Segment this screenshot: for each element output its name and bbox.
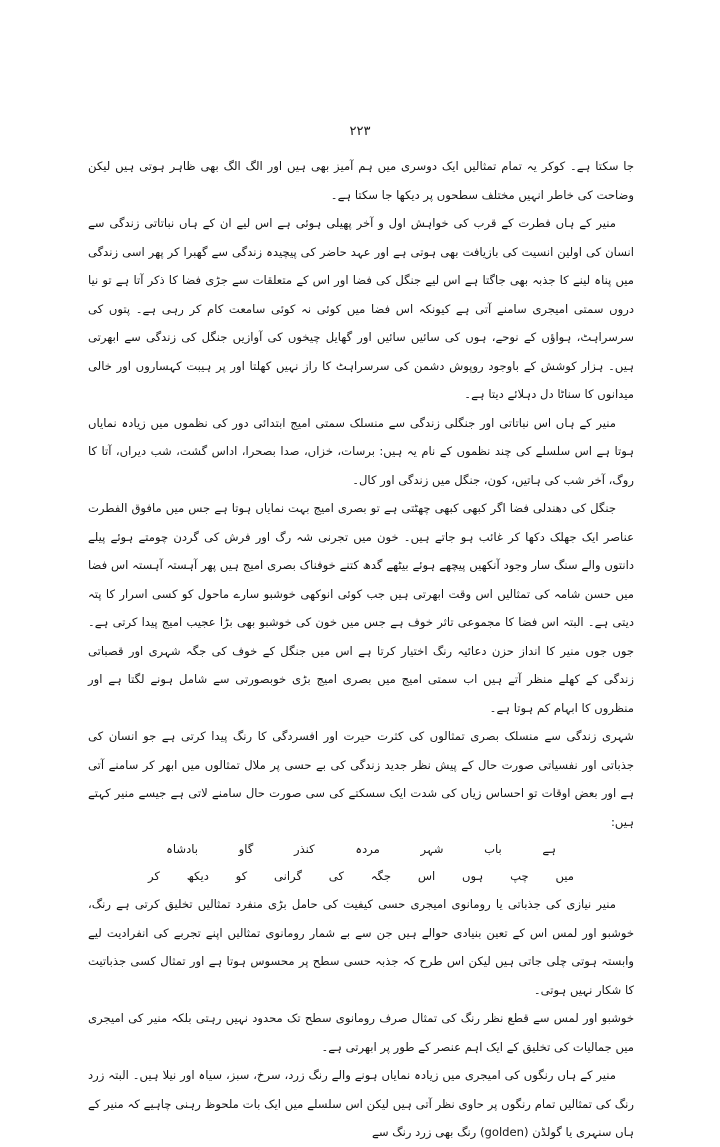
- verse-line-2: [148, 863, 574, 890]
- page-number: ۲۲۳: [349, 124, 371, 139]
- verse-word: مردہ: [355, 842, 380, 856]
- paragraph-7: خوشبو اور لمس سے قطع نظر رنگ کی تمثال صرف رومانوی سطح تک محدود نہیں رہتی بلکہ منیر کی امیجری میں جمالیات کی تخلیق کے ایک اہم عنصر کے طور پر ابھرتی ہے۔: [88, 1011, 634, 1054]
- paragraph-5: شہری زندگی سے منسلک بصری تمثالوں کی کثرت حیرت اور افسردگی کا رنگ پیدا کرتی ہے جو انسان کی جذباتی اور نفسیاتی صورت حال کے پیش نظر جدید زندگی کی بے حسی پر ملال تمثالوں میں ابھر کر سامنے آتی ہے اور بعض اوقات تو احساس زیاں کی شدت ایک سسکتے کی سی صورت حال سامنے لاتی ہے جیسے منیر کہتے ہیں:: [88, 729, 634, 829]
- verse-word: کو: [235, 869, 248, 883]
- verse-word: ہوں: [462, 869, 484, 883]
- verse-word: کر: [148, 869, 160, 883]
- verse-word: گاو: [238, 842, 254, 856]
- paragraph-4: جنگل کی دھندلی فضا اگر کبھی کبھی چھٹتی ہے تو بصری امیج بہت نمایاں ہوتا ہے جس میں مافوق الفطرت عناصر ایک جھلک دکھا کر غائب ہو جاتے ہیں۔ خون میں تجرنی شہ رگ اور فرش کی گردن چومتے ہوئے پیلے دانتوں والے سنگ سار وجود آنکھیں پیچھے ہوئے بیٹھے گدھ کتنے خوفناک بصری امیج ہیں پھر آہستہ آہستہ اس فضا میں حسن شامہ کی تمثالیں اس وقت ابھرتی ہیں جب کوئی انوکھی خوشبو سارے ماحول کو کسی اسرار کا پتہ دیتی ہے۔ البتہ اس فضا کا مجموعی تاثر خوف ہے جس میں خون کی خوشبو بھی بڑا عجیب امیج پیدا کرتی ہے۔ جوں جوں منیر کا انداز حزن دعائیہ رنگ اختیار کرتا ہے اس میں جنگل کے خوف کی جگہ شہری اور قصباتی زندگی کے کھلے منظر آتے ہیں اب سمتی امیج میں بصری امیج بڑی خوبصورتی سے شامل ہونے لگتا ہے اور منظروں کا ابہام کم ہوتا ہے۔: [88, 501, 634, 715]
- paragraph-1: جا سکتا ہے۔ کوکر یہ تمام تمثالیں ایک دوسری میں ہم آمیز بھی ہیں اور الگ الگ بھی ظاہر ہوتی ہیں لیکن وضاحت کی خاطر انہیں مختلف سطحوں پر دیکھا جا سکتا ہے۔: [88, 159, 634, 202]
- paragraph-8: منیر کے ہاں رنگوں کی امیجری میں زیادہ نمایاں ہونے والے رنگ زرد، سرخ، سبز، سیاہ اور نیلا ہیں۔ البتہ زرد رنگ کی تمثالیں تمام رنگوں پر حاوی نظر آتی ہیں لیکن اس سلسلے میں ایک بات ملحوظ رہنی چاہیے کہ منیر کے ہاں سنہری یا گولڈن (golden) رنگ بھی زرد رنگ سے: [88, 1068, 634, 1139]
- verse-word: بادشاہ: [166, 842, 199, 856]
- verse-word: چپ: [510, 869, 529, 883]
- paragraph-2: منیر کے ہاں فطرت کے قرب کی خواہش اول و آخر پھیلی ہوئی ہے اس لیے ان کے ہاں نباتاتی زندگی سے انسان کی اولین انسیت کی بازیافت بھی ہوتی ہے اور عہد حاضر کی پیچیدہ زندگی سے گھبرا کر پھر اسی زندگی میں پناہ لینے کا جذبہ بھی جاگتا ہے اس لیے جنگل کی فضا اور اس کے متعلقات سے جڑی فضا کا ذکر آتا ہے تو نیا دروں سمتی امیجری سامنے آتی ہے کیونکہ اس فضا میں کوئی نہ کوئی سامعت کام کر رہی ہے۔ پتوں کی سرسراہٹ، ہواؤں کے نوحے، ہوں کی سائیں سائیں اور گھایل چیخوں کی آوازیں جنگل کی زندگی سے ابھرتی ہیں۔ ہزار کوشش کے باوجود روپوش دشمن کی سرسراہٹ کا راز نہیں کھلتا اور پر ہیبت کہساروں اور خالی میدانوں کا سناٹا دل دہلائے دیتا ہے۔: [88, 216, 634, 401]
- paragraph-6: منیر نیازی کی جذباتی یا رومانوی امیجری حسی کیفیت کی حامل بڑی منفرد تمثالیں تخلیق کرتی ہے رنگ، خوشبو اور لمس اس کے تعین بنیادی حوالے ہیں جن سے بے شمار رومانوی تمثالیں اپنے تجربے کی انفرادیت لیے وابستہ ہوتی چلی جاتی ہیں لیکن اس طرح کہ جذبہ حسی سطح پر محسوس ہوتا ہے اور تمثال کسی جذباتیت کا شکار نہیں ہوتی۔: [88, 897, 634, 997]
- page-body: [88, 152, 634, 1147]
- verse-word: میں: [555, 869, 574, 883]
- verse-line-1: [166, 836, 556, 863]
- verse-word: گرانی: [273, 869, 302, 883]
- paragraph-3: منیر کے ہاں اس نباتاتی اور جنگلی زندگی سے منسلک سمتی امیج ابتدائی دور کی نظموں میں زیادہ نمایاں ہوتا ہے اس سلسلے کی چند نظموں کے نام یہ ہیں: برسات، خزاں، صدا بصحرا، اداس گشت، شب دیراں، آتا کا روگ، آخر شب کی ہاتیں، کون، جنگل میں زندگی اور کال۔: [88, 415, 634, 487]
- verse-word: ہے: [542, 842, 556, 856]
- verse-word: دیکھ: [186, 869, 209, 883]
- verse-word: جگہ: [370, 869, 392, 883]
- verse-word: کی: [328, 869, 344, 883]
- verse-word: اس: [417, 869, 436, 883]
- verse-word: کنذر: [293, 842, 315, 856]
- verse-word: باب: [484, 842, 502, 856]
- verse-word: شہر: [420, 842, 444, 856]
